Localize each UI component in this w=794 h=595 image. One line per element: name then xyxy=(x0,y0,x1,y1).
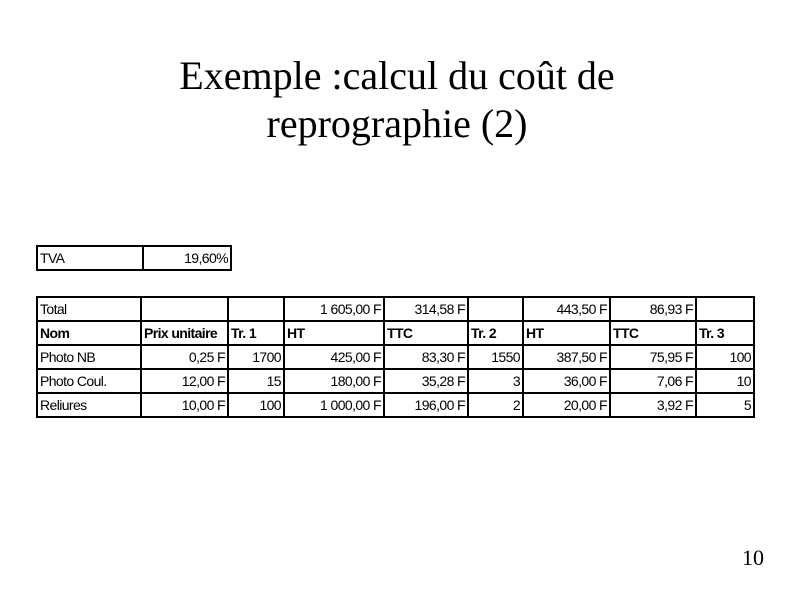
table-cell: 5 xyxy=(696,393,754,417)
column-header: Tr. 1 xyxy=(228,321,284,345)
table-cell: 35,28 F xyxy=(384,369,468,393)
column-header: TTC xyxy=(384,321,468,345)
table-cell: 1550 xyxy=(468,345,523,369)
column-header: Nom xyxy=(37,321,141,345)
table-cell xyxy=(696,297,754,321)
table-cell: 83,30 F xyxy=(384,345,468,369)
table-cell: Total xyxy=(37,297,141,321)
table-row xyxy=(37,393,754,417)
table-cell xyxy=(468,297,523,321)
table-cell: 12,00 F xyxy=(141,369,228,393)
table-cell: 75,95 F xyxy=(610,345,696,369)
table-cell: 196,00 F xyxy=(384,393,468,417)
table-row-total xyxy=(37,297,754,321)
table-cell: Photo NB xyxy=(37,345,141,369)
table-cell: 387,50 F xyxy=(523,345,610,369)
table-cell: 10 xyxy=(696,369,754,393)
table-cell: 100 xyxy=(228,393,284,417)
table-cell: 15 xyxy=(228,369,284,393)
table-cell: 1 000,00 F xyxy=(284,393,384,417)
table-cell: 3,92 F xyxy=(610,393,696,417)
slide-title-line-1: Exemple :calcul du coût de xyxy=(179,53,615,98)
column-header: HT xyxy=(284,321,384,345)
table-cell: 180,00 F xyxy=(284,369,384,393)
table-row xyxy=(37,369,754,393)
slide-title xyxy=(0,52,794,148)
column-header: Prix unitaire xyxy=(141,321,228,345)
column-header: Tr. 2 xyxy=(468,321,523,345)
table-header-row xyxy=(37,321,754,345)
slide-title-line-2: reprographie (2) xyxy=(266,101,528,146)
table-cell: 2 xyxy=(468,393,523,417)
table-cell: 0,25 F xyxy=(141,345,228,369)
table-cell xyxy=(141,297,228,321)
tva-row xyxy=(37,246,231,270)
table-cell: 3 xyxy=(468,369,523,393)
column-header: TTC xyxy=(610,321,696,345)
table-cell: 7,06 F xyxy=(610,369,696,393)
page-number: 10 xyxy=(742,545,764,570)
column-header: HT xyxy=(523,321,610,345)
tva-table xyxy=(36,245,232,271)
tva-label: TVA xyxy=(37,246,143,270)
table-cell: 10,00 F xyxy=(141,393,228,417)
table-cell: 20,00 F xyxy=(523,393,610,417)
table-cell xyxy=(228,297,284,321)
table-cell: Reliures xyxy=(37,393,141,417)
table-cell: 1 605,00 F xyxy=(284,297,384,321)
cost-table xyxy=(36,296,755,418)
table-cell: 443,50 F xyxy=(523,297,610,321)
table-cell: 36,00 F xyxy=(523,369,610,393)
tva-value: 19,60% xyxy=(143,246,231,270)
table-cell: 1700 xyxy=(228,345,284,369)
table-cell: Photo Coul. xyxy=(37,369,141,393)
table-cell: 314,58 F xyxy=(384,297,468,321)
table-cell: 86,93 F xyxy=(610,297,696,321)
column-header: Tr. 3 xyxy=(696,321,754,345)
table-cell: 100 xyxy=(696,345,754,369)
table-row xyxy=(37,345,754,369)
table-cell: 425,00 F xyxy=(284,345,384,369)
